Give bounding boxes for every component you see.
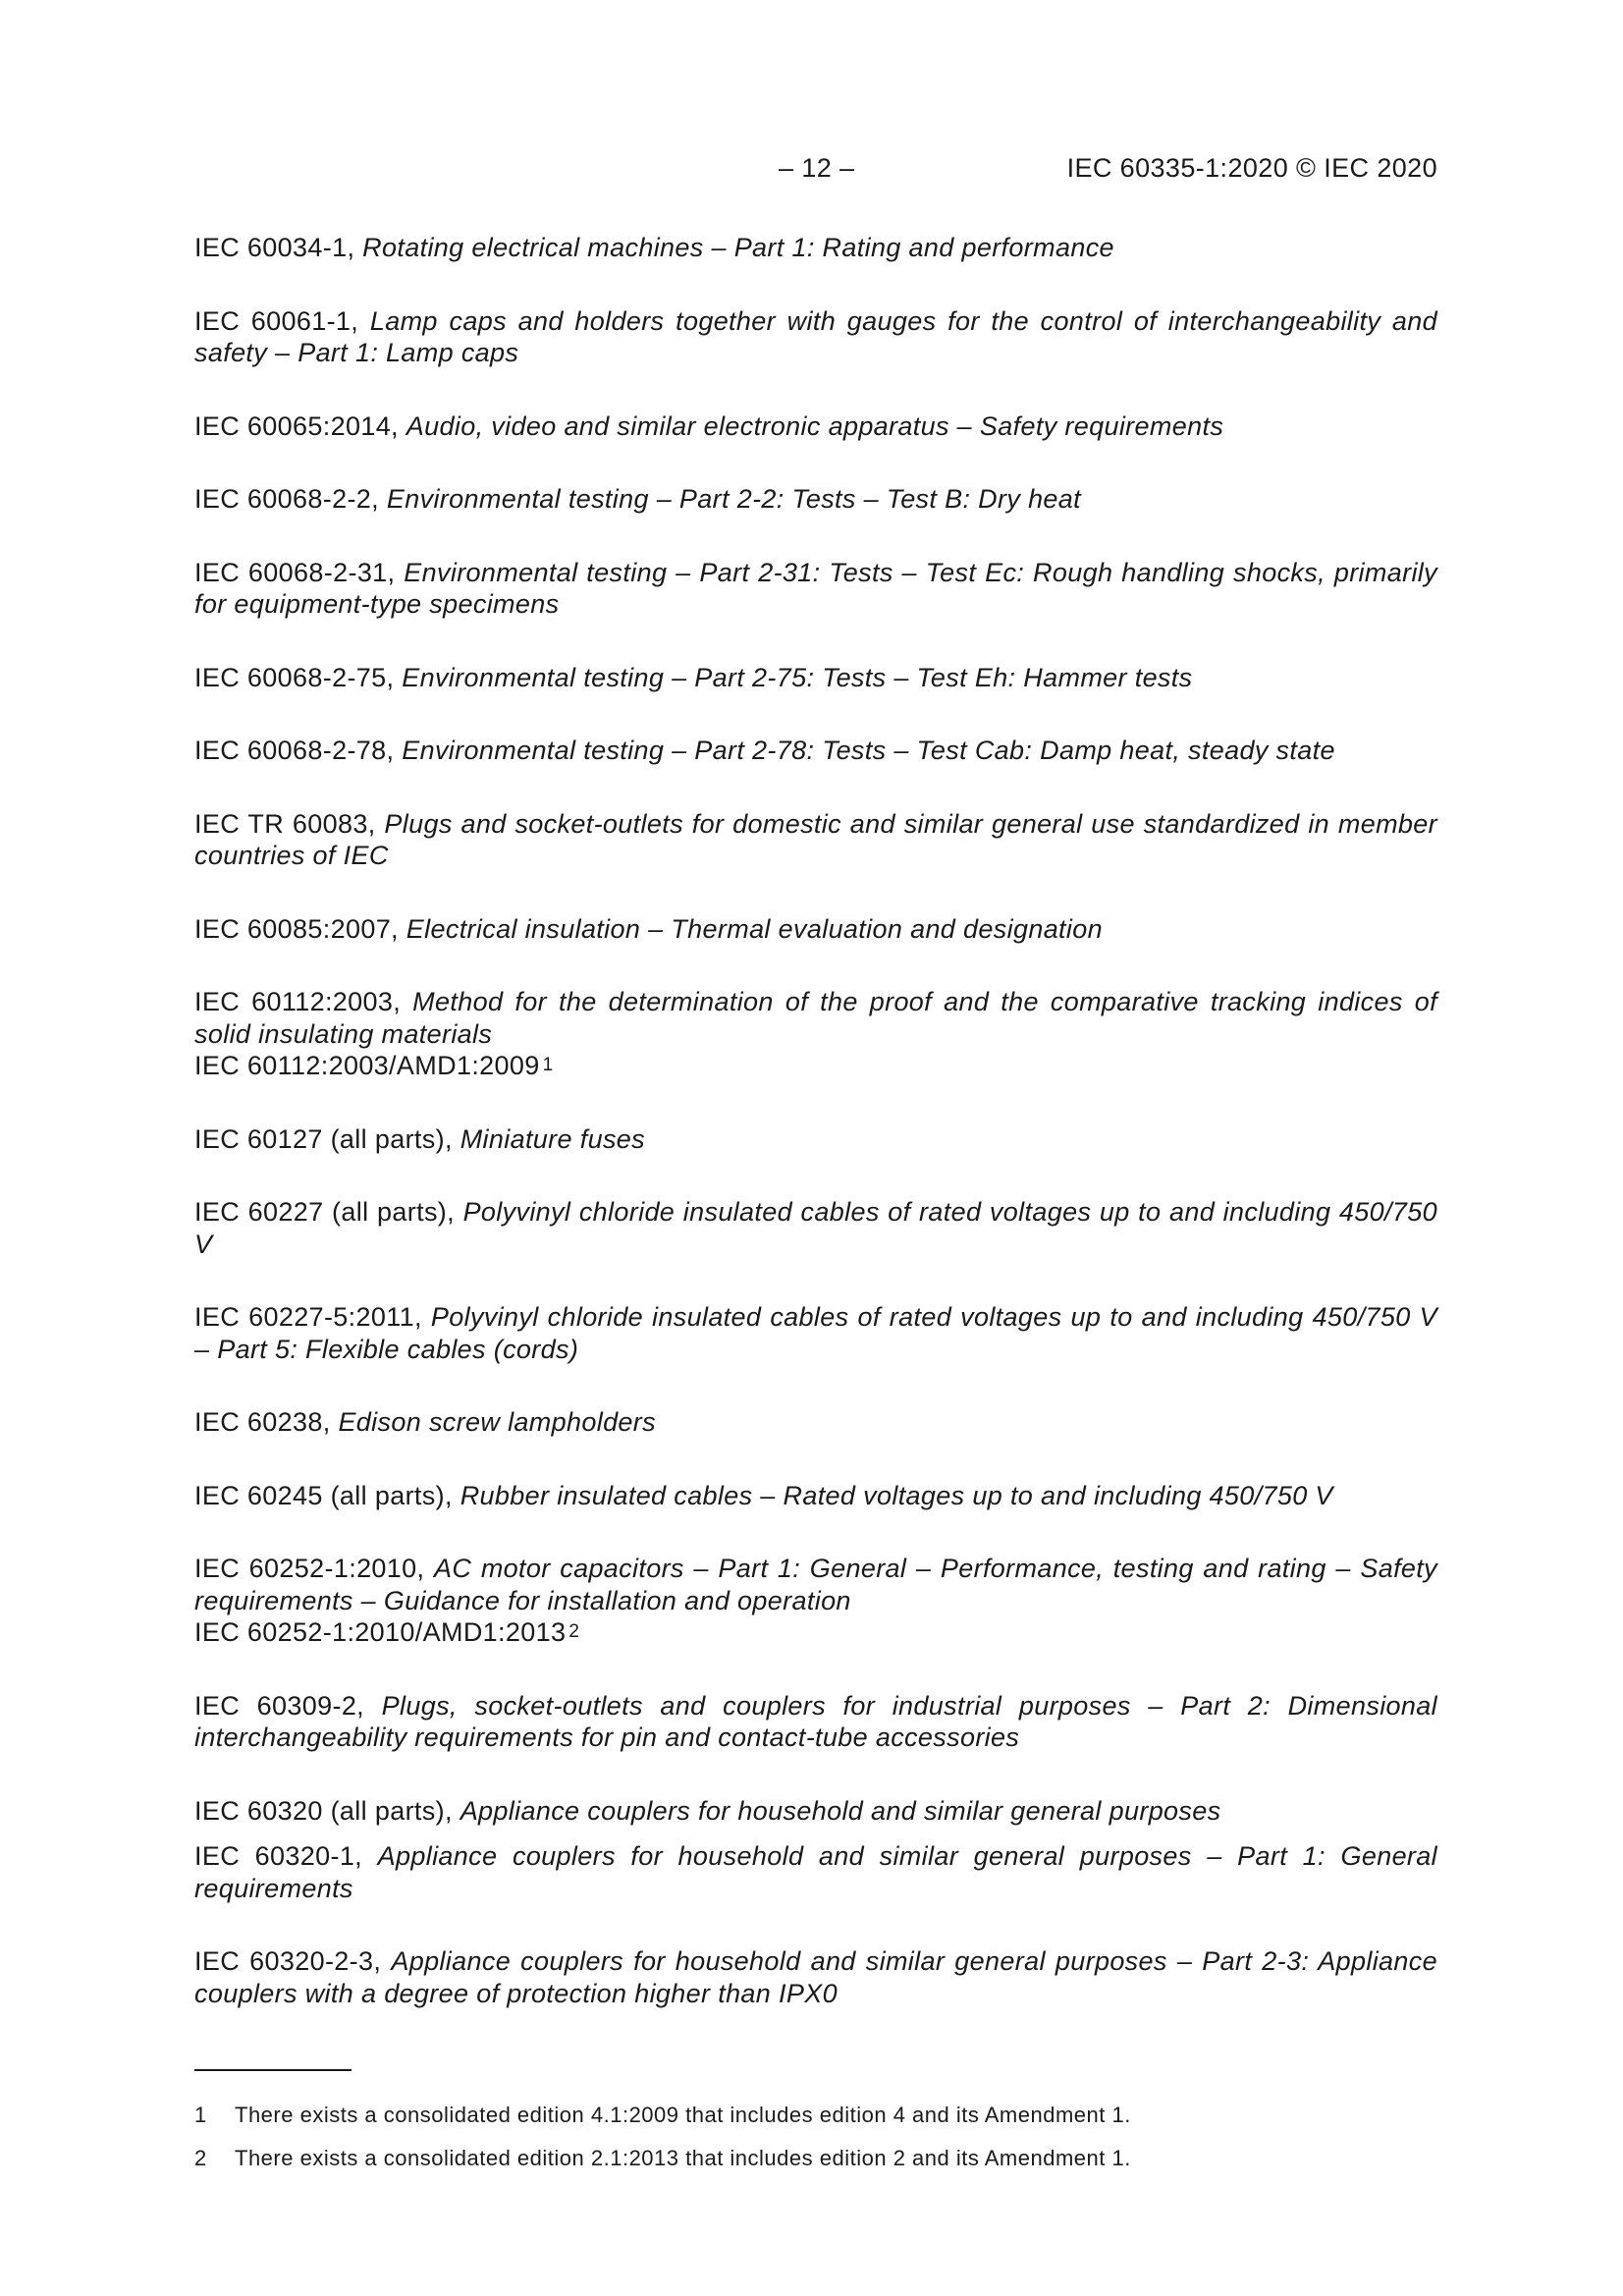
reference-code: IEC 60034-1,: [194, 233, 355, 262]
reference-code: IEC 60320-2-3,: [194, 1946, 382, 1976]
reference-title: Edison screw lampholders: [338, 1407, 656, 1437]
footnote: [194, 2102, 1437, 2129]
reference-title: Plugs and socket-outlets for domestic and similar general use standardized in member countries of IEC: [194, 808, 1437, 870]
reference-code: IEC 60112:2003,: [194, 987, 402, 1016]
reference-entry: [194, 1840, 1437, 1904]
reference-entry: [194, 483, 1437, 516]
reference-title: Lamp caps and holders together with gauges for the control of interchangeability and safety – Part 1: Lamp caps: [194, 305, 1437, 367]
reference-list: [194, 232, 1437, 2050]
page-header: [194, 153, 1437, 192]
reference-entry: [194, 735, 1437, 767]
reference-entry: [194, 1406, 1437, 1439]
footnote-number: 1: [194, 2103, 207, 2127]
reference-code: IEC 60085:2007,: [194, 913, 399, 944]
reference-title: Appliance couplers for household and similar general purposes – Part 1: General requirements: [194, 1841, 1437, 1903]
reference-title: Method for the determination of the proof and the comparative tracking indices of solid insulating materials: [194, 987, 1437, 1049]
reference-title: Rubber insulated cables – Rated voltages up to and including 450/750 V: [460, 1480, 1333, 1510]
reference-entry: [194, 410, 1437, 443]
reference-code: IEC TR 60083,: [194, 808, 376, 839]
footnote-marker[interactable]: 2: [568, 1621, 580, 1642]
reference-code: IEC 60127 (all parts),: [194, 1123, 453, 1154]
reference-code: IEC 60252-1:2010,: [194, 1554, 425, 1583]
reference-title: Appliance couplers for household and similar general purposes – Part 2-3: Appliance couplers with a degree of protection higher than IPX0: [194, 1946, 1438, 2008]
reference-title: Environmental testing – Part 2-78: Tests – Test Cab: Damp heat, steady state: [402, 736, 1335, 765]
reference-entry: [194, 232, 1437, 264]
reference-code: IEC 60068-2-31,: [194, 557, 396, 587]
reference-entry: [194, 808, 1437, 872]
reference-code: IEC 60227-5:2011,: [194, 1302, 422, 1332]
amendment-code: IEC 60112:2003/AMD1:2009: [194, 1051, 540, 1080]
reference-title: Miniature fuses: [460, 1123, 646, 1154]
amendment-code: IEC 60252-1:2010/AMD1:2013: [194, 1617, 567, 1647]
reference-entry: [194, 1945, 1437, 2009]
footnote-marker[interactable]: 1: [542, 1055, 554, 1075]
reference-code: IEC 60068-2-75,: [194, 662, 395, 692]
reference-code: IEC 60320-1,: [194, 1841, 363, 1871]
footnote-separator: [194, 2069, 352, 2071]
reference-entry: [194, 1690, 1437, 1754]
footnote-text: There exists a consolidated edition 4.1:2009 that includes edition 4 and its Amendment 1.: [235, 2103, 1131, 2127]
reference-code: IEC 60227 (all parts),: [194, 1197, 455, 1227]
reference-entry: [194, 986, 1437, 1082]
reference-title: Appliance couplers for household and similar general purposes: [460, 1795, 1221, 1826]
reference-entry: [194, 1301, 1437, 1365]
document-id: IEC 60335-1:2020 © IEC 2020: [1066, 153, 1437, 183]
reference-entry: [194, 662, 1437, 694]
reference-code: IEC 60061-1,: [194, 305, 359, 336]
reference-title: Environmental testing – Part 2-75: Tests – Test Eh: Hammer tests: [402, 662, 1193, 692]
reference-entry: [194, 557, 1437, 621]
footnote: [194, 2145, 1437, 2172]
reference-entry: [194, 1480, 1437, 1512]
reference-entry: [194, 1196, 1437, 1260]
reference-title: Environmental testing – Part 2-2: Tests – Test B: Dry heat: [386, 484, 1082, 514]
reference-code: IEC 60309-2,: [194, 1690, 365, 1721]
footnote-text: There exists a consolidated edition 2.1:2013 that includes edition 2 and its Amendment 1.: [235, 2146, 1131, 2170]
reference-entry: [194, 1123, 1437, 1156]
reference-title: Electrical insulation – Thermal evaluation and designation: [406, 913, 1103, 944]
reference-title: Polyvinyl chloride insulated cables of rated voltages up to and including 450/750 V: [194, 1197, 1437, 1259]
reference-entry: [194, 913, 1437, 946]
reference-amendment: [194, 1616, 1437, 1649]
reference-code: IEC 60068-2-78,: [194, 736, 395, 765]
reference-title: Environmental testing – Part 2-31: Tests – Test Ec: Rough handling shocks, primarily for equipment-type specimens: [194, 557, 1438, 619]
page-number: – 12 –: [779, 153, 855, 183]
reference-code: IEC 60238,: [194, 1407, 331, 1437]
reference-entry: [194, 1553, 1437, 1649]
reference-title: Audio, video and similar electronic apparatus – Safety requirements: [406, 410, 1224, 441]
reference-title: Polyvinyl chloride insulated cables of rated voltages up to and including 450/750 V – Part 5: Flexible cables (cords): [194, 1302, 1438, 1364]
footnote-number: 2: [194, 2146, 207, 2170]
reference-title: Plugs, socket-outlets and couplers for industrial purposes – Part 2: Dimensional interchangeability requirements for pin and contact-tube accessories: [194, 1690, 1437, 1752]
reference-entry: [194, 305, 1437, 369]
reference-code: IEC 60065:2014,: [194, 410, 399, 441]
reference-title: AC motor capacitors – Part 1: General – Performance, testing and rating – Safety requirements – Guidance for installation and operation: [194, 1554, 1437, 1615]
reference-entry: [194, 1795, 1437, 1828]
reference-title: Rotating electrical machines – Part 1: Rating and performance: [362, 233, 1114, 262]
reference-code: IEC 60245 (all parts),: [194, 1480, 453, 1510]
reference-code: IEC 60320 (all parts),: [194, 1795, 453, 1826]
footnote-list: [194, 2102, 1437, 2188]
reference-amendment: [194, 1050, 1437, 1082]
reference-code: IEC 60068-2-2,: [194, 484, 380, 514]
